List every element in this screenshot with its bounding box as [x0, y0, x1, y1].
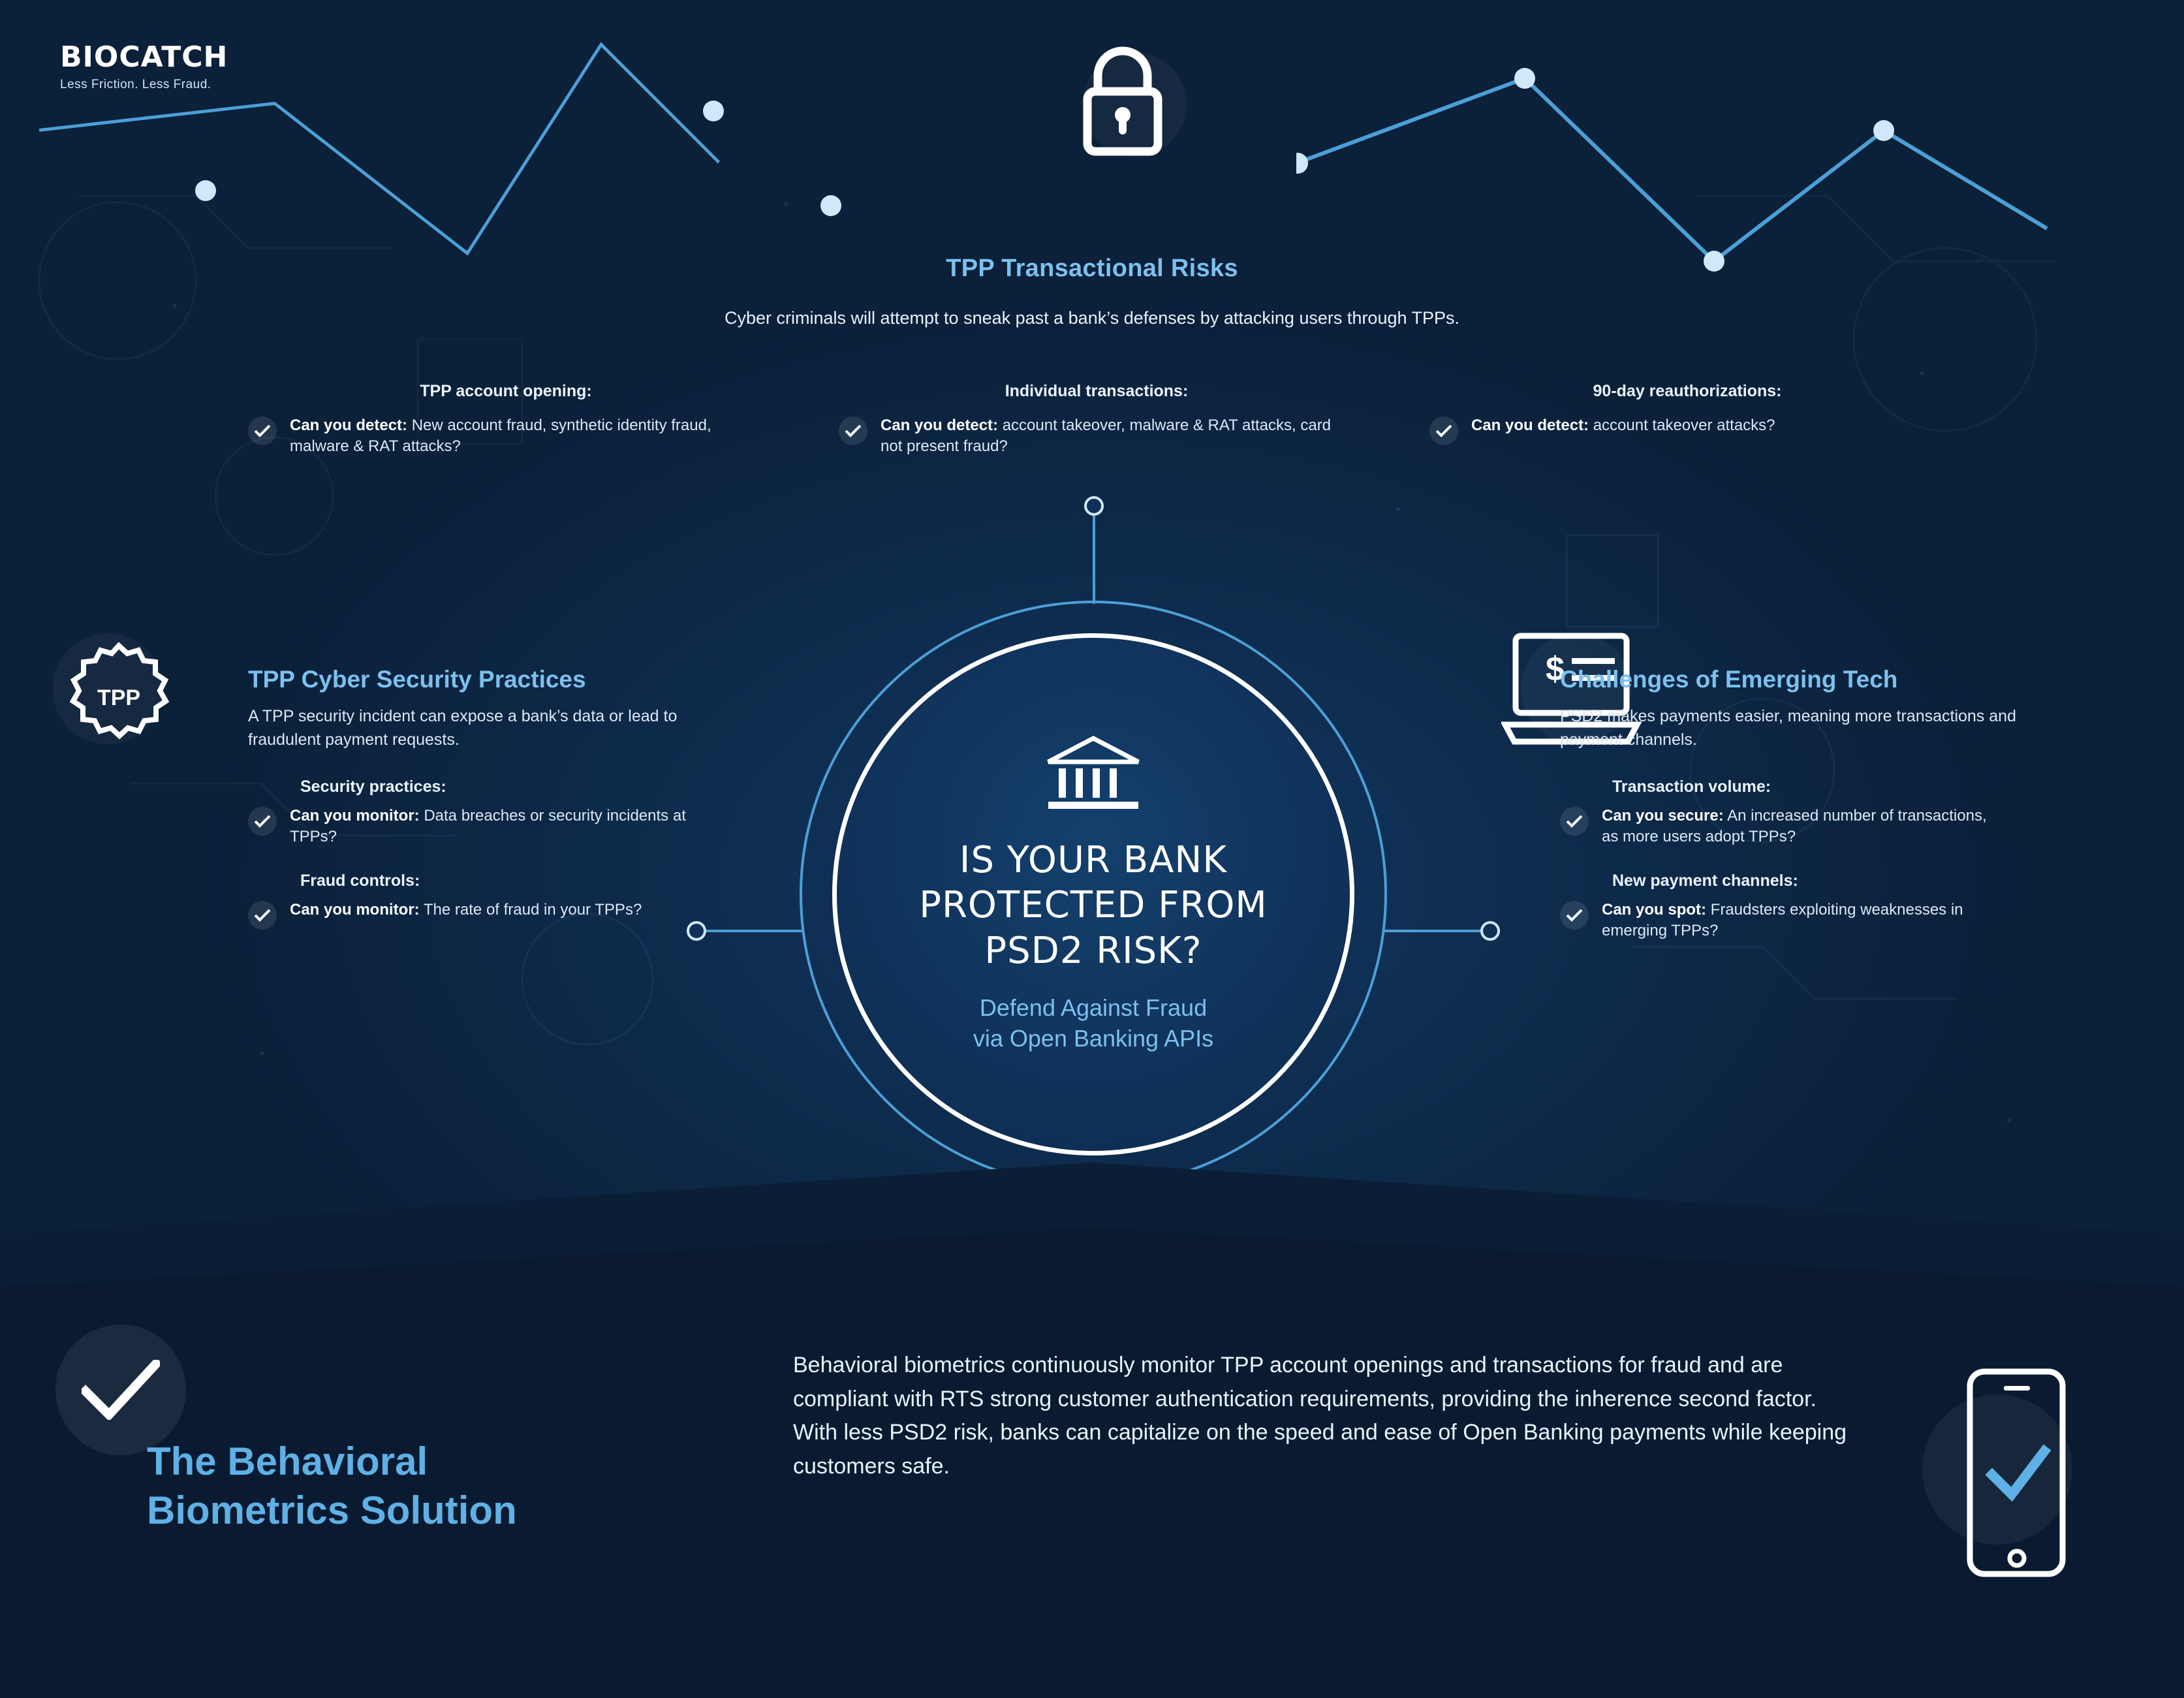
- column-body: New account fraud, synthetic identity fraud, malware & RAT attacks?: [290, 417, 711, 456]
- hub-title-line2: PROTECTED FROM: [919, 884, 1268, 927]
- bank-icon: [1044, 734, 1142, 813]
- top-columns: [248, 382, 1945, 458]
- sub-heading: Fraud controls:: [300, 871, 420, 890]
- top-section-subtitle: Cyber criminals will attempt to sneak past a bank’s defenses by attacking users through TPPs.: [724, 308, 1460, 328]
- connector-top: [1093, 509, 1095, 604]
- checklist-item: [1560, 806, 2095, 848]
- checklist-body: An increased number of transactions, as more users adopt TPPs?: [1602, 807, 1987, 846]
- sub-heading: Transaction volume:: [1612, 778, 1771, 796]
- solution-title-line2: Biometrics Solution: [147, 1488, 517, 1532]
- checklist-text: [1602, 900, 2006, 942]
- column-text: [1471, 415, 1775, 436]
- connector-node-right: [1480, 921, 1500, 941]
- svg-text:TPP: TPP: [97, 685, 141, 710]
- left-panel-description: A TPP security incident can expose a bank’s data or lead to fraudulent payment requests.: [248, 707, 678, 749]
- connector-right: [1384, 930, 1485, 932]
- connector-node-top: [1084, 496, 1104, 516]
- solution-title: [147, 1437, 517, 1535]
- lock-icon-halo: [1082, 52, 1187, 157]
- right-panel-description: PSD2 makes payments easier, meaning more transactions and payment channels.: [1560, 707, 2016, 749]
- brand-name: BIOCATCH: [60, 40, 228, 74]
- checklist-lead: Can you spot:: [1602, 900, 1706, 919]
- right-panel-block-new-channels: [1560, 872, 2095, 942]
- column-title: TPP account opening:: [420, 382, 592, 400]
- checklist-body: Data breaches or security incidents at TPPs?: [290, 807, 686, 846]
- hub-title-line1: IS YOUR BANK: [959, 839, 1228, 882]
- brand-tagline: Less Friction. Less Fraud.: [60, 78, 211, 91]
- gear-icon-halo: [52, 633, 163, 744]
- sub-heading: Security practices:: [300, 778, 446, 796]
- right-panel: [1560, 666, 2095, 966]
- check-icon: [839, 417, 867, 445]
- sub-heading: New payment channels:: [1612, 871, 1798, 890]
- hub-title-line3: PSD2 RISK?: [984, 929, 1202, 972]
- checklist-lead: Can you monitor:: [290, 807, 420, 825]
- check-icon: [248, 417, 277, 445]
- hub-inner-circle: [832, 633, 1354, 1156]
- column-title: Individual transactions:: [1005, 382, 1189, 400]
- right-panel-heading: Challenges of Emerging Tech: [1560, 666, 1898, 693]
- check-icon: [1560, 901, 1589, 930]
- check-icon: [248, 807, 277, 836]
- column-title: 90-day reauthorizations:: [1593, 382, 1782, 400]
- hub-subtitle: [973, 993, 1213, 1054]
- check-icon: [248, 901, 277, 930]
- check-icon: [1429, 417, 1458, 445]
- hub-subtitle-line1: Defend Against Fraud: [979, 994, 1208, 1022]
- column-lead: Can you detect:: [881, 417, 999, 434]
- solution-check-badge: [55, 1325, 186, 1455]
- solution-title-line1: The Behavioral: [147, 1439, 428, 1483]
- tpp-gear-icon-wrapper: [59, 637, 179, 761]
- checklist-text: [1602, 806, 2006, 848]
- checklist-text: [290, 900, 642, 920]
- column-checklist-item: [1429, 415, 1945, 445]
- top-column-individual-transactions: [839, 382, 1354, 458]
- checklist-item: [1560, 900, 2095, 942]
- left-panel-heading: TPP Cyber Security Practices: [248, 666, 586, 693]
- column-lead: Can you detect:: [290, 417, 408, 434]
- mobile-check-icon: [1952, 1365, 2082, 1580]
- lock-icon-wrapper: [1057, 33, 1188, 163]
- column-checklist-item: [248, 415, 764, 458]
- checkmark-icon: [82, 1360, 160, 1420]
- checklist-lead: Can you secure:: [1602, 807, 1724, 825]
- hub-subtitle-line2: via Open Banking APIs: [973, 1025, 1214, 1052]
- top-section-title: TPP Transactional Risks: [946, 255, 1238, 282]
- column-body: account takeover, malware & RAT attacks, card not present fraud?: [881, 417, 1332, 456]
- column-checklist-item: [839, 415, 1354, 458]
- solution-body: Behavioral biometrics continuously monitor TPP account openings and transactions for fraud and are compliant with RTS strong customer authentication requirements, providing the inherence second factor. With less PSD2 risk, banks can capitalize on the speed and ease of Open Banking payments while keeping customers safe.: [793, 1353, 1847, 1479]
- central-hub: [672, 496, 1514, 1201]
- check-icon: [1560, 807, 1589, 836]
- right-panel-block-transaction-volume: [1560, 778, 2095, 848]
- column-body: account takeover attacks?: [1589, 417, 1775, 434]
- checklist-lead: Can you monitor:: [290, 900, 420, 919]
- top-column-reauthorizations: [1429, 382, 1945, 458]
- left-panel-block-fraud-controls: [248, 872, 783, 930]
- left-panel: [248, 666, 783, 953]
- svg-text:$: $: [1546, 650, 1565, 688]
- checklist-body: The rate of fraud in your TPPs?: [419, 900, 642, 919]
- checklist-item: [248, 806, 783, 848]
- checklist-item: [248, 900, 783, 930]
- column-text: [290, 415, 740, 458]
- checklist-body: Fraudsters exploiting weaknesses in emerging TPPs?: [1602, 900, 1963, 940]
- hub-title: [919, 838, 1267, 973]
- column-lead: Can you detect:: [1471, 417, 1589, 434]
- top-column-account-opening: [248, 382, 764, 458]
- checklist-text: [290, 806, 694, 848]
- left-panel-block-security: [248, 778, 783, 848]
- bottom-section: [0, 1241, 2184, 1698]
- column-text: [881, 415, 1354, 458]
